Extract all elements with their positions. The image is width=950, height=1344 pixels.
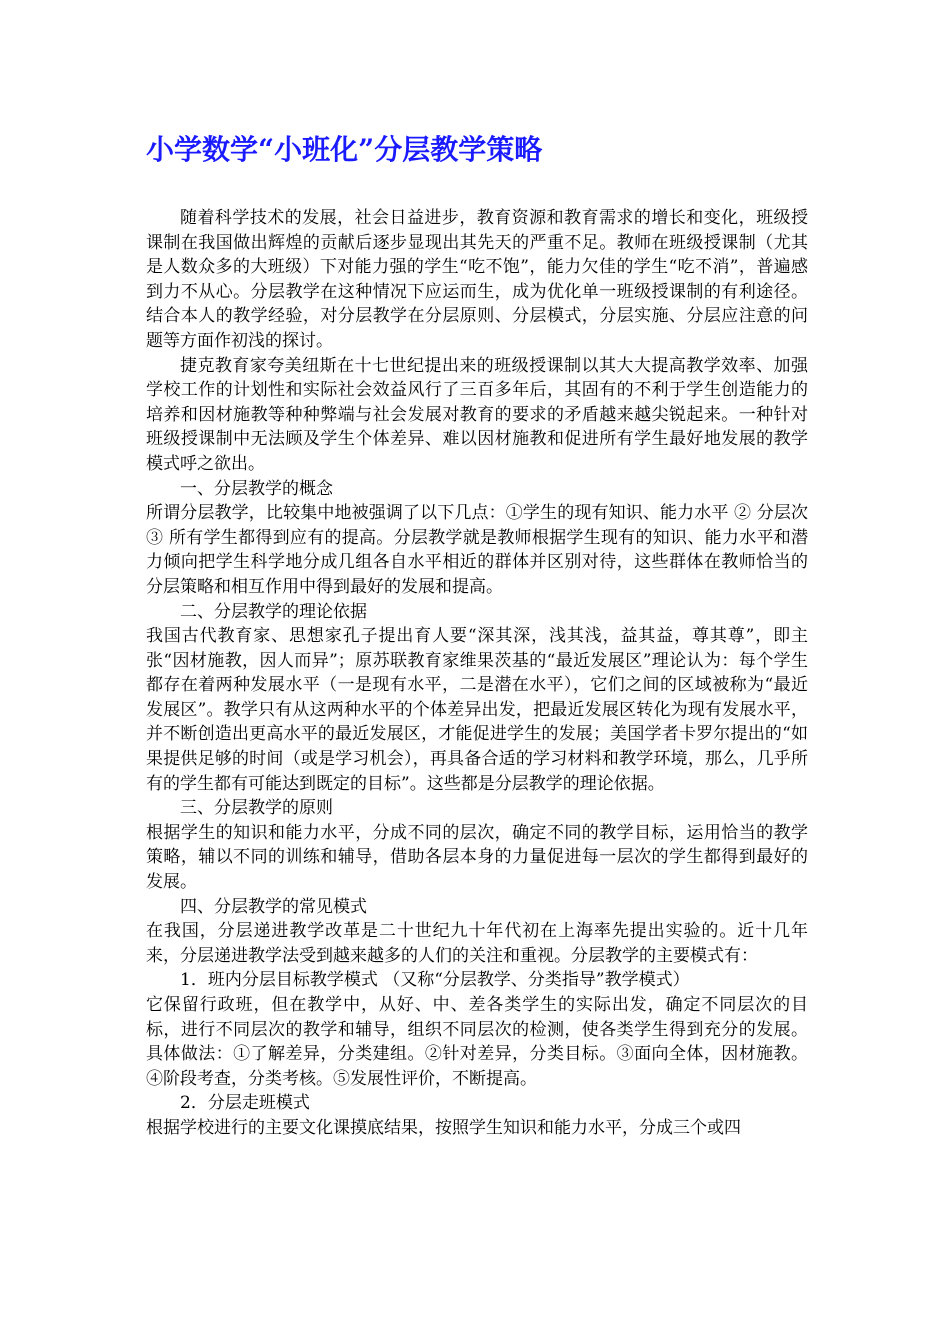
mode-2-paragraph: 根据学校进行的主要文化课摸底结果，按照学生知识和能力水平，分成三个或四 — [146, 1117, 741, 1138]
intro-paragraph-1: 随着科学技术的发展，社会日益进步，教育资源和教育需求的增长和变化，班级授课制在我国做出辉煌的贡献后逐步显现出其先天的严重不足。教师在班级授课制（尤其是人数众多的大班级）下对能力强的学生“吃不饱”，能力欠佳的学生“吃不消”，普遍感到力不从心。分层教学在这种情况下应运而生，成为优化单一班级授课制的有利途径。结合本人的教学经验，对分层教学在分层原则、分层模式，分层实施、分层应注意的问题等方面作初浅的探讨。 — [146, 208, 808, 351]
subheading-mode-2: 2．分层走班模式 — [180, 1093, 310, 1114]
document-body — [146, 206, 808, 1141]
subheading-mode-1: 1．班内分层目标教学模式 （又称“分层教学、分类指导”教学模式） — [180, 970, 690, 991]
section-heading-theory: 二、分层教学的理论依据 — [180, 601, 367, 622]
concept-paragraph: 所谓分层教学，比较集中地被强调了以下几点：①学生的现有知识、能力水平 ② 分层次 ③ 所有学生都得到应有的提高。分层教学就是教师根据学生现有的知识、能力水平和潜力倾向把学生科学地分成几组各自水平相近的群体并区别对待，这些群体在教师恰当的分层策略和相互作用中得到最好的发展和提高。 — [146, 503, 808, 597]
section-heading-concept: 一、分层教学的概念 — [180, 478, 333, 499]
modes-paragraph: 在我国，分层递进教学改革是二十世纪九十年代初在上海率先提出实验的。近十几年来，分层递进教学法受到越来越多的人们的关注和重视。分层教学的主要模式有： — [146, 921, 808, 966]
section-heading-principle: 三、分层教学的原则 — [180, 798, 333, 819]
intro-paragraph-2: 捷克教育家夸美纽斯在十七世纪提出来的班级授课制以其大大提高教学效率、加强学校工作的计划性和实际社会效益风行了三百多年后，其固有的不利于学生创造能力的培养和因材施教等种种弊端与社会发展对教育的要求的矛盾越来越尖锐起来。一种针对班级授课制中无法顾及学生个体差异、难以因材施教和促进所有学生最好地发展的教学模式呼之欲出。 — [146, 355, 808, 474]
section-heading-modes: 四、分层教学的常见模式 — [180, 896, 367, 917]
principle-paragraph: 根据学生的知识和能力水平，分成不同的层次，确定不同的教学目标，运用恰当的教学策略，辅以不同的训练和辅导，借助各层本身的力量促进每一层次的学生都得到最好的发展。 — [146, 822, 808, 893]
theory-paragraph: 我国古代教育家、思想家孔子提出育人要“深其深，浅其浅，益其益，尊其尊”，即主张“因材施教，因人而异”；原苏联教育家维果茨基的“最近发展区”理论认为：每个学生都存在着两种发展水平（一是现有水平，二是潜在水平），它们之间的区域被称为“最近发展区”。教学只有从这两种水平的个体差异出发，把最近发展区转化为现有发展水平，并不断创造出更高水平的最近发展区，才能促进学生的发展；美国学者卡罗尔提出的“如果提供足够的时间（或是学习机会），再具备合适的学习材料和教学环境，那么，几乎所有的学生都有可能达到既定的目标”。这些都是分层教学的理论依据。 — [146, 626, 808, 794]
document-title: 小学数学“小班化”分层教学策略 — [146, 133, 543, 166]
mode-1-paragraph: 它保留行政班，但在教学中，从好、中、差各类学生的实际出发，确定不同层次的目标，进行不同层次的教学和辅导，组织不同层次的检测，使各类学生得到充分的发展。具体做法：①了解差异，分类建组。②针对差异，分类目标。③面向全体，因材施教。④阶段考查，分类考核。⑤发展性评价，不断提高。 — [146, 995, 808, 1089]
